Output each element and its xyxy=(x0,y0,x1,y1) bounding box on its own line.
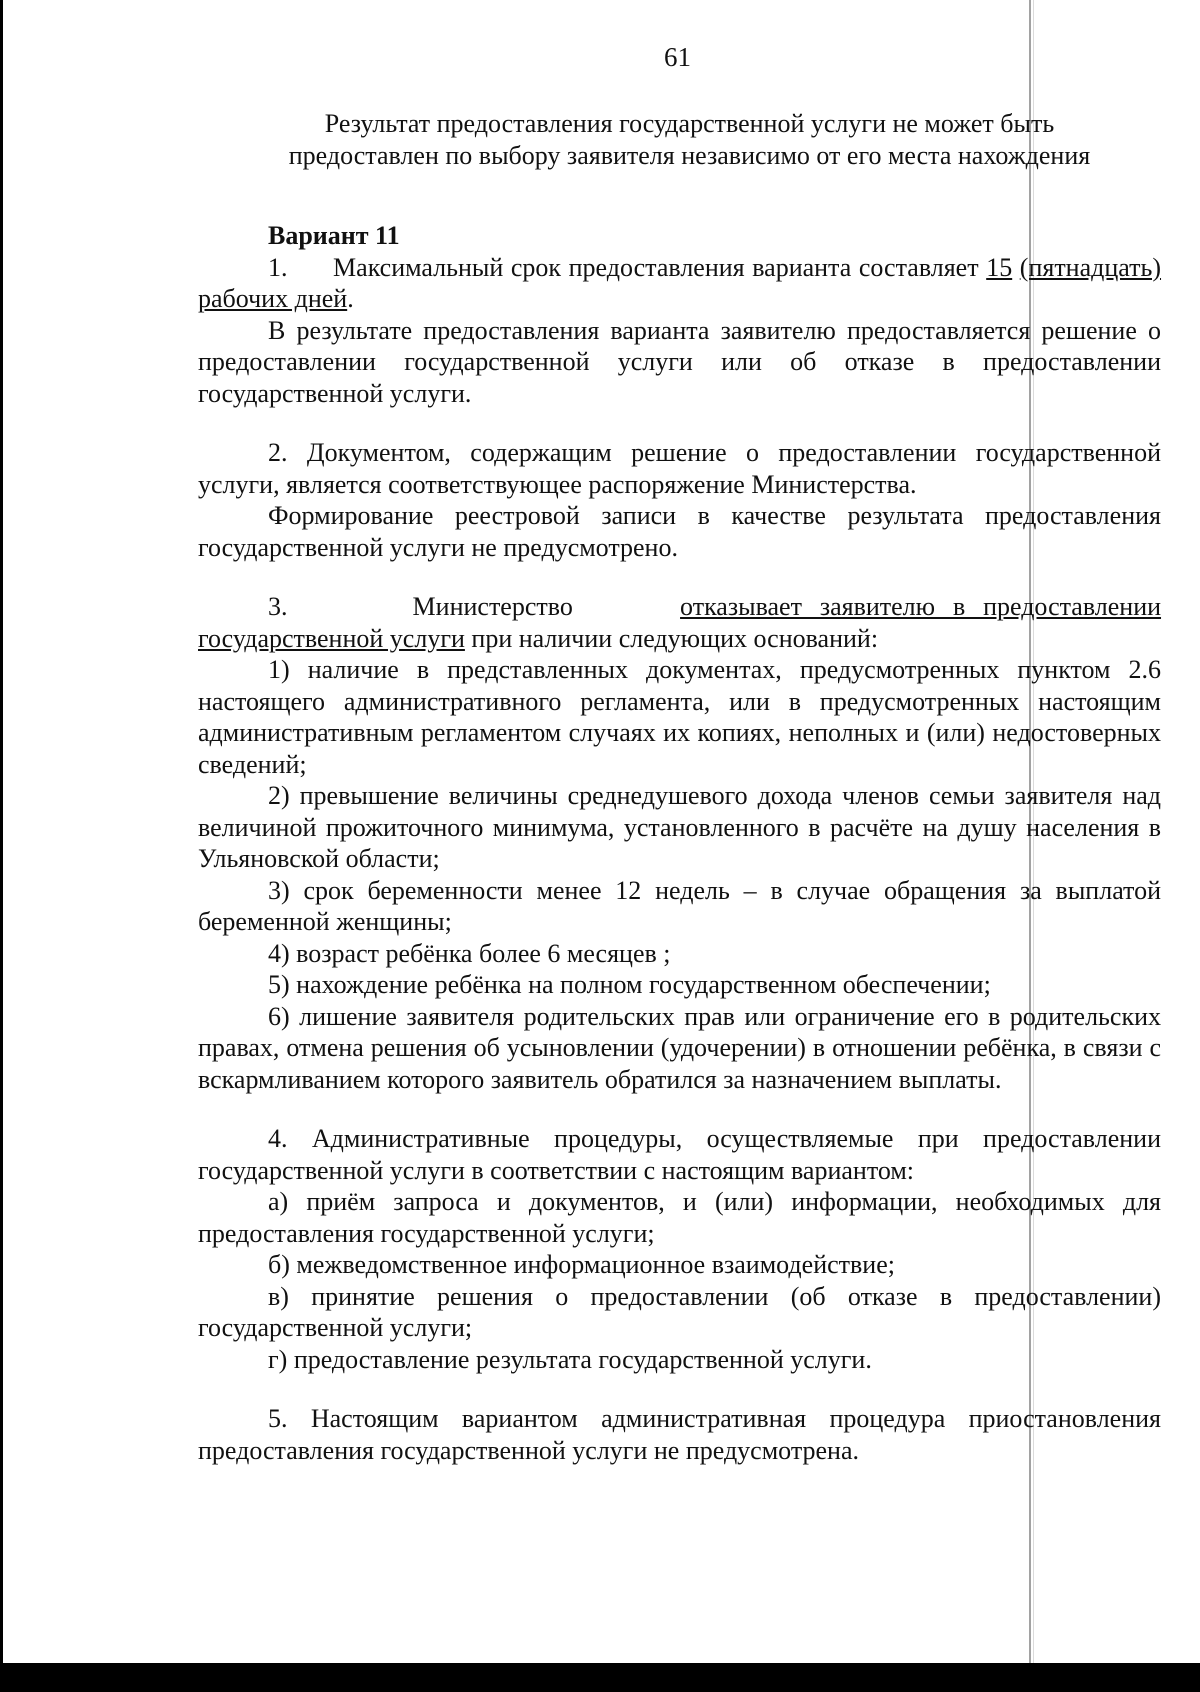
procedure-item: а) приём запроса и документов, и (или) информации, необходимых для предоставления государственной услуги; xyxy=(198,1187,1161,1248)
scan-bottom-bar xyxy=(0,1663,1200,1692)
paragraph-1-text: Максимальный срок предоставления варианта составляет xyxy=(333,252,979,282)
paragraph-3-underlined-1: отказывает заявителю в предоставлении xyxy=(680,592,1162,621)
paragraph-3-underlined-2: государственной услуги xyxy=(198,623,465,653)
procedure-item: г) предоставление результата государственной услуги. xyxy=(268,1344,872,1374)
intro-statement xyxy=(218,108,1161,171)
paragraph-3-end: при наличии следующих оснований: xyxy=(471,623,879,653)
paragraph-2b: Формирование реестровой записи в качестве результата предоставления государственной услуги не предусмотрено. xyxy=(198,501,1161,562)
scan-left-edge xyxy=(0,0,3,1692)
paragraph-1-term-number: 15 xyxy=(986,252,1013,282)
spacer xyxy=(198,1095,1161,1123)
ground-item: 2) превышение величины среднедушевого дохода членов семьи заявителя над величиной прожиточного минимума, установленного в расчёте на душу населения в Ульяновской области; xyxy=(198,781,1161,873)
paragraph-1-end: . xyxy=(347,284,354,313)
paragraph-4: 4. Административные процедуры, осуществляемые при предоставлении государственной услуги в соответствии с настоящим вариантом: xyxy=(198,1124,1161,1185)
spacer xyxy=(198,1375,1161,1403)
page-number: 61 xyxy=(664,42,691,72)
spacer xyxy=(198,563,1161,591)
spacer xyxy=(198,409,1161,437)
paragraph-5: 5. Настоящим вариантом административная процедура приостановления предоставления государственной услуги не предусмотрена. xyxy=(198,1404,1161,1465)
paragraph-1b: В результате предоставления варианта заявителю предоставляется решение о предоставлении государственной услуги или об отказе в предоставлении государственной услуги. xyxy=(198,315,1161,408)
paragraph-3 xyxy=(198,591,1161,654)
paragraph-1-term-words: (пятнадцать) рабочих дней xyxy=(198,252,1162,313)
paragraph-3-number: 3. xyxy=(268,592,288,621)
spacer xyxy=(198,171,1161,199)
ground-item: 1) наличие в представленных документах, предусмотренных пунктом 2.6 настоящего административного регламента, или в предусмотренных настоящим административным регламентом случаях их копиях, неполных и (или) недостоверных сведений; xyxy=(198,655,1161,779)
ground-item: 3) срок беременности менее 12 недель – в случае обращения за выплатой беременной женщины; xyxy=(198,875,1161,936)
paragraph-1-number: 1. xyxy=(268,252,288,282)
ground-item: 5) нахождение ребёнка на полном государственном обеспечении; xyxy=(268,970,991,999)
paragraph-2: 2. Документом, содержащим решение о предоставлении государственной услуги, является соответствующее распоряжение Министерства. xyxy=(198,438,1161,499)
paragraph-1 xyxy=(198,252,1161,315)
paragraph-3-start: Министерство xyxy=(412,592,573,621)
variant-heading: Вариант 11 xyxy=(268,221,400,250)
ground-item: 4) возраст ребёнка более 6 месяцев ; xyxy=(268,938,671,968)
procedure-item: в) принятие решения о предоставлении (об отказе в предоставлении) государственной услуги; xyxy=(198,1281,1161,1342)
intro-line-2: предоставлен по выбору заявителя независимо от его места нахождения xyxy=(288,140,1091,170)
intro-line-1: Результат предоставления государственной услуги не может быть xyxy=(324,109,1055,138)
procedure-item: б) межведомственное информационное взаимодействие; xyxy=(268,1250,895,1279)
document-body xyxy=(198,108,1161,1466)
ground-item: 6) лишение заявителя родительских прав или ограничение его в родительских правах, отмена решения об усыновлении (удочерении) в отношении ребёнка, в связи с вскармливанием которого заявитель обратился за назначением выплаты. xyxy=(198,1001,1161,1094)
